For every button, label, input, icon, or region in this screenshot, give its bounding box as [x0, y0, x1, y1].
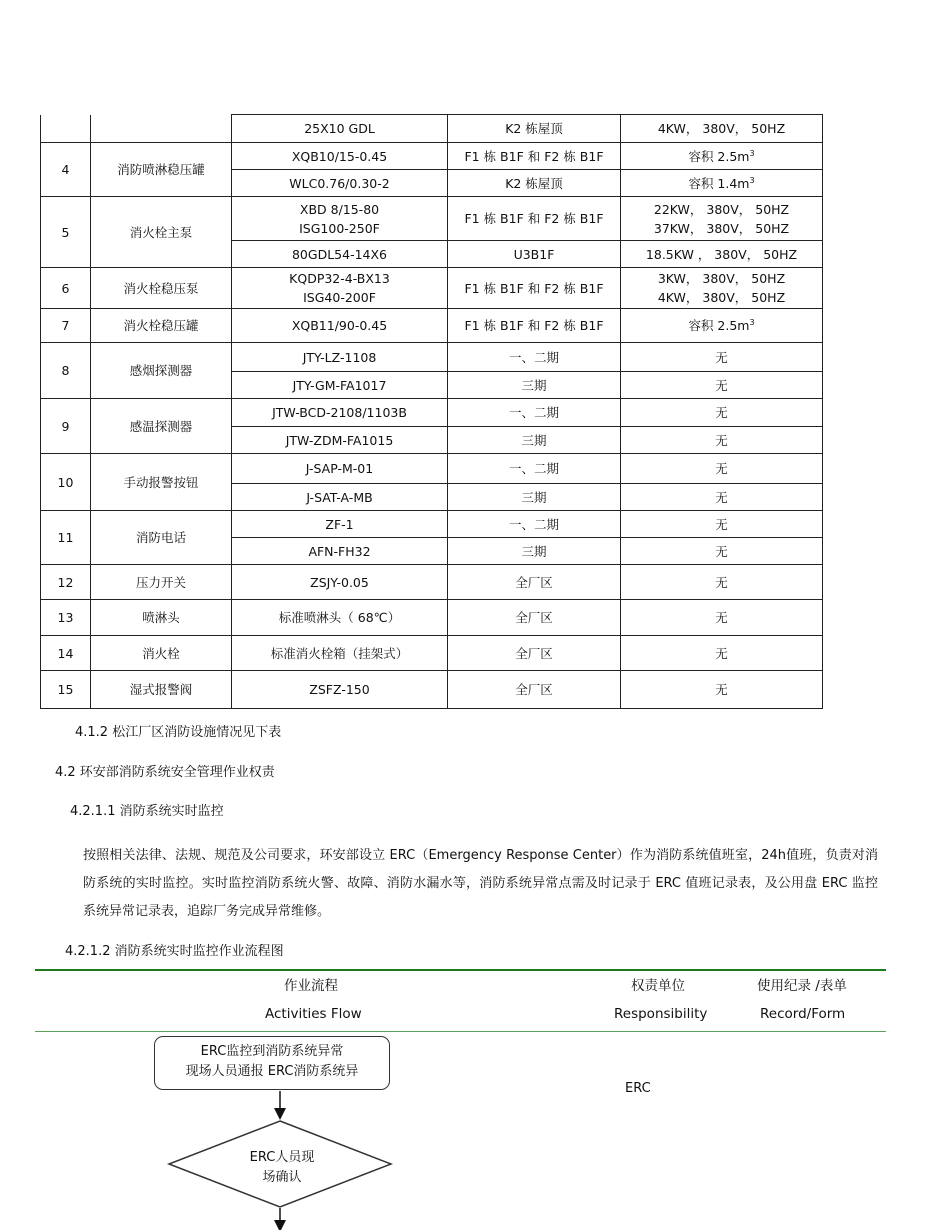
cell-text: 感温探测器 — [129, 418, 193, 434]
cell-text: J-SAP-M-01 — [305, 461, 374, 476]
heading-4-2: 4.2 环安部消防系统安全管理作业权责 — [55, 765, 275, 780]
monitoring-paragraph: 按照相关法律、法规、规范及公司要求，环安部设立 ERC（Emergency Response Center）作为消防系统值班室，24h值班，负责对消防系统的实时监控。实时监控消防系统火警、故障、消防水漏水等，消防系统异常点需及时记录于 ERC 值班记录表，及公用盘 ERC 监控系统异常记录表，追踪厂务完成异常维修。 — [83, 848, 878, 919]
cell-text: K2 栋屋顶 — [505, 175, 563, 191]
cell-text: 三期 — [521, 377, 547, 393]
cell-text: 无 — [715, 461, 728, 476]
cell-text: 无 — [715, 349, 728, 365]
cell-text: 消火栓主泵 — [129, 224, 193, 240]
cell-text: 感烟探测器 — [129, 363, 193, 378]
cell-text: 14 — [57, 645, 74, 661]
cell-text: 无 — [715, 574, 728, 590]
cell-text: 湿式报警阀 — [129, 682, 193, 697]
superscript: 3 — [749, 317, 755, 327]
cell-text: ZSFZ-150 — [309, 682, 370, 697]
cell-text: 容积 2.5m — [688, 148, 750, 164]
cell-text: 无 — [715, 645, 728, 661]
col-responsibility-cn: 权责单位 — [631, 978, 685, 994]
cell-text: 5 — [61, 224, 70, 240]
cell-text: F1 栋 B1F 和 F2 栋 B1F — [464, 318, 604, 333]
flow-box-responsibility: ERC — [625, 1081, 651, 1096]
cell-text: 压力开关 — [135, 574, 186, 590]
cell-text: XQB11/90-0.45 — [291, 318, 388, 333]
cell-text: 15 — [57, 682, 74, 697]
col-activities-cn: 作业流程 — [284, 978, 338, 994]
cell-text: JTW-ZDM-FA1015 — [285, 432, 394, 448]
cell-text: 消火栓稳压罐 — [123, 318, 199, 333]
cell-text: XQB10/15-0.45 — [291, 148, 388, 164]
cell-text: K2 栋屋顶 — [505, 121, 563, 136]
cell-text: 无 — [715, 516, 728, 532]
cell-text: 4 — [61, 162, 70, 177]
cell-text: 手动报警按钮 — [123, 474, 199, 490]
col-record-en: Record/Form — [760, 1006, 846, 1022]
heading-4-2-1-2: 4.2.1.2 消防系统实时监控作业流程图 — [65, 944, 284, 959]
cell-text: ISG40-200F — [303, 290, 376, 305]
cell-text: ISG100-250F — [299, 220, 380, 236]
cell-text: 无 — [715, 489, 728, 505]
cell-text: 无 — [715, 377, 728, 393]
heading-4-2-1-1: 4.2.1.1 消防系统实时监控 — [70, 804, 224, 819]
cell-text: 一、二期 — [508, 516, 559, 532]
cell-text: 4KW， 380V， 50HZ — [657, 121, 786, 136]
cell-text: 标准消火栓箱（挂架式） — [270, 645, 409, 661]
diamond-line-2: 场确认 — [262, 1170, 302, 1185]
cell-text: XBD 8/15-80 — [299, 201, 380, 217]
cell-text: 18.5KW ， 380V， 50HZ — [645, 246, 798, 262]
cell-text: 无 — [715, 610, 728, 625]
cell-text: 8 — [61, 363, 70, 378]
cell-text: 13 — [57, 610, 74, 625]
cell-text: 25X10 GDL — [304, 121, 375, 136]
cell-text: ZSJY-0.05 — [310, 574, 369, 590]
cell-text: J-SAT-A-MB — [306, 489, 373, 505]
cell-text: 3KW， 380V， 50HZ — [657, 271, 786, 286]
cell-text: 4KW， 380V， 50HZ — [657, 290, 786, 305]
cell-text: 37KW， 380V， 50HZ — [653, 220, 790, 236]
cell-text: 容积 2.5m — [688, 318, 750, 333]
cell-text: JTY-LZ-1108 — [302, 349, 377, 365]
cell-text: JTW-BCD-2108/1103B — [272, 405, 407, 420]
cell-text: 全厂区 — [515, 610, 553, 625]
col-responsibility-en: Responsibility — [614, 1006, 708, 1022]
cell-text: 一、二期 — [508, 461, 559, 476]
cell-text: 12 — [57, 574, 74, 590]
cell-text: 无 — [715, 432, 728, 448]
cell-text: 全厂区 — [515, 574, 553, 590]
col-record-cn: 使用纪录 /表单 — [757, 978, 847, 994]
cell-text: 三期 — [521, 489, 547, 505]
cell-text: F1 栋 B1F 和 F2 栋 B1F — [464, 148, 604, 164]
cell-text: 全厂区 — [515, 682, 553, 697]
cell-text: 无 — [715, 682, 728, 697]
flow-box-line-2: 现场人员通报 ERC消防系统异 — [185, 1064, 359, 1079]
cell-text: 一、二期 — [508, 349, 559, 365]
superscript: 3 — [749, 175, 755, 185]
cell-text: JTY-GM-FA1017 — [292, 377, 387, 393]
cell-text: 消火栓稳压泵 — [123, 280, 199, 296]
cell-text: 22KW， 380V， 50HZ — [653, 201, 790, 217]
cell-text: KQDP32-4-BX13 — [289, 271, 390, 286]
cell-text: 10 — [57, 474, 74, 490]
col-activities-en: Activities Flow — [265, 1006, 362, 1022]
cell-text: 7 — [61, 318, 70, 333]
cell-text: 容积 1.4m — [688, 175, 750, 191]
cell-text: F1 栋 B1F 和 F2 栋 B1F — [464, 280, 604, 296]
heading-4-1-2: 4.1.2 松江厂区消防设施情况见下表 — [75, 725, 282, 740]
cell-text: 一、二期 — [508, 405, 559, 420]
cell-text: 80GDL54-14X6 — [291, 246, 388, 262]
cell-text: ZF-1 — [325, 516, 354, 532]
cell-text: AFN-FH32 — [308, 543, 371, 559]
cell-text: 消防喷淋稳压罐 — [117, 162, 205, 177]
flow-box-line-1: ERC监控到消防系统异常 — [200, 1044, 344, 1059]
cell-text: 6 — [61, 280, 70, 296]
cell-text: 三期 — [521, 432, 547, 448]
cell-text: 无 — [715, 543, 728, 559]
cell-text: 11 — [57, 530, 74, 545]
cell-text: U3B1F — [513, 246, 555, 262]
cell-text: F1 栋 B1F 和 F2 栋 B1F — [464, 211, 604, 226]
cell-text: 喷淋头 — [142, 610, 180, 625]
cell-text: 消防电话 — [135, 530, 186, 545]
cell-text: 无 — [715, 405, 728, 420]
cell-text: 消火栓 — [142, 645, 180, 661]
cell-text: 标准喷淋头（ 68℃） — [278, 610, 401, 625]
cell-text: 全厂区 — [515, 645, 553, 661]
cell-text: WLC0.76/0.30-2 — [289, 175, 390, 191]
diamond-line-1: ERC人员现 — [249, 1150, 315, 1165]
cell-text: 9 — [61, 418, 70, 434]
flow-diamond-text — [230, 1148, 334, 1188]
superscript: 3 — [749, 148, 755, 158]
cell-text: 三期 — [521, 543, 547, 559]
